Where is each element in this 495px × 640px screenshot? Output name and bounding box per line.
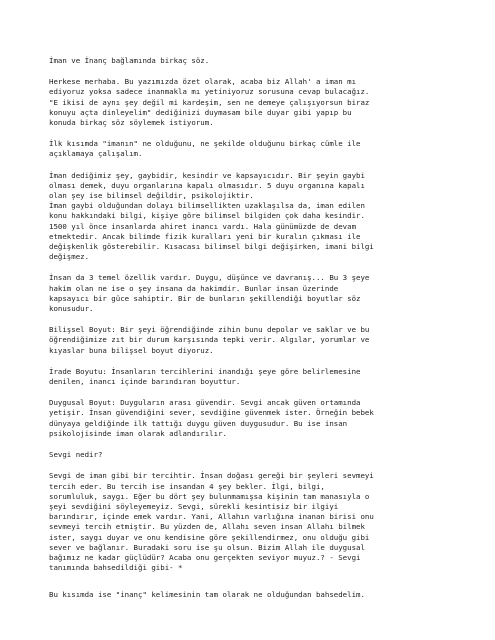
paragraph-iman-tanim: İman dediğimiz şey, gaybidir, kesindir ve kapsayıcıdır. Bir şeyin gaybi olması demek, duyu organlarına kapalı olmasıdır. 5 duyu organına kapalı olan şey ise bilimsel değildir, psikolojiktir. İman gaybi olduğundan dolayı bilimsellikten uzaklaşılsa da, iman edilen konu hakkındaki bilgi, kişiye göre bilimsel bilgiden çok daha kesindir. 1500 yıl önce insanlarda ahiret inancı vardı. Hala günümüzde de devam etmektedir. Ancak bilimde fizik kuralları yeni bir kuralın çıkması ile değişkenlik gösterebilir. Kısacası bilimsel bilgi değişirken, imani bilgi değişmez. <box>49 170 374 262</box>
paragraph-irade-boyutu: İrade Boyutu: İnsanların tercihlerini inandığı şeye göre belirlemesine denilen, inancı içinde barındıran boyuttur. <box>49 366 361 387</box>
paragraph-inanc: Bu kısımda ise "inanç" kelimesinin tam olarak ne olduğundan bahsedelim. <box>49 590 365 600</box>
paragraph-iman-aciklama: İlk kısımda "imanın" ne olduğunu, ne şekilde olduğunu birkaç cümle ile açıklamaya çalışalım. <box>49 139 361 159</box>
document-body <box>49 56 469 612</box>
paragraph-bilissel-boyut: Bilişsel Boyut: Bir şeyi öğrendiğinde zihin bunu depolar ve saklar ve bu öğrendiğimize zıt bir durum karşısında tepki verir. Algılar, yorumlar ve kıyaslar buna bilişsel boyut diyoruz. <box>49 325 370 355</box>
paragraph-duygusal-boyut: Duygusal Boyut: Duyguların arası güvendir. Sevgi ancak güven ortamında yetişir. İnsan güvendiğini sever, sevdiğine güvenmek ister. Örneğin bebek dünyaya geldiğinde ilk tattığı duygu güven duygusudur. Bu ise insan psikolojisinde iman olarak adlandırılır. <box>49 398 374 438</box>
paragraph-intro: Herkese merhaba. Bu yazımızda özet olarak, acaba biz Allah' a iman mı ediyoruz yoksa sadece inanmakla mı yetiniyoruz sorusuna cevap bulacağız. "E ikisi de aynı şey değil mi kardeşim, sen ne demeye çalışıyorsun biraz konuyu açta dinleyelim" dediğinizi duymasam bile duyar gibi yapıp bu konuda birkaç söz söylemek istiyorum. <box>49 77 370 128</box>
document-title: İman ve İnanç bağlamında birkaç söz. <box>49 56 210 65</box>
paragraph-temel-ozellikler: İnsan da 3 temel özellik vardır. Duygu, düşünce ve davranış... Bu 3 şeye hakim olan ne ise o şey insana da hakimdir. Bunlar insan üzerinde kapsayıcı bir güce sahiptir. Bir de bunların şekillendiği boyutlar söz konusudur. <box>49 273 370 314</box>
section-heading-sevgi: Sevgi nedir? <box>49 450 103 460</box>
paragraph-sevgi: Sevgi de iman gibi bir tercihtir. İnsan doğası gereği bir şeyleri sevmeyi tercih eder. Bu tercih ise insandan 4 şey bekler. İlgi, bilgi, sorumluluk, saygı. Eğer bu dört şey bulunmamışsa kişinin tam manasıyla o şeyi sevdiğini söyleyemeyiz. Sevgi, sürekli kesintisiz bir ilgiyi barındırır, içinde emek vardır. Yani, Allahın varlığına inanan birisi onu sevmeyi tercih etmiştir. Bu yüzden de, Allahı seven insan Allahı bilmek ister, saygı duyar ve onu kendisine göre şekillendirmez, onu olduğu gibi sever ve bağlanır. Buradaki soru ise şu olsun. Bizim Allah ile duygusal bağımız ne kadar güçlüdür? Acaba onu gerçekten seviyor muyuz.? - Sevgi tanımında bahsedildiği gibi- * <box>49 471 374 573</box>
